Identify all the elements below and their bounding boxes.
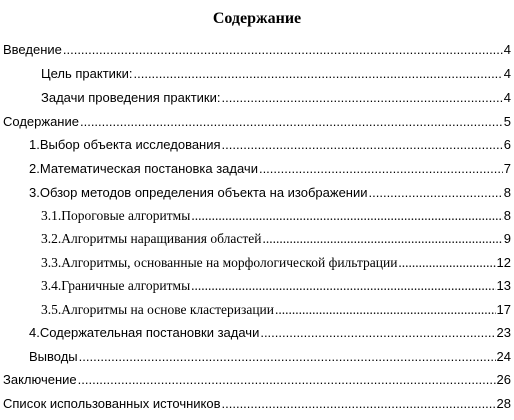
toc-entry-section-4[interactable] [29, 325, 511, 341]
toc-entry-label: Граничные алгоритмы [61, 278, 191, 293]
toc-entry-number: 3. [29, 185, 40, 200]
toc-entry-section-3-1[interactable] [41, 208, 511, 224]
dot-leader [222, 396, 496, 412]
toc-entry-page: 23 [496, 325, 511, 340]
toc-entry-number: 2. [29, 161, 40, 176]
toc-entry-page: 7 [503, 161, 511, 176]
toc-entry-practice-goal[interactable] [41, 66, 511, 82]
toc-entry-page: 26 [496, 372, 511, 387]
dot-leader [275, 302, 496, 318]
toc-entry-label: Содержание [3, 114, 79, 129]
toc-entry-label: Математическая постановка задачи [39, 161, 258, 176]
toc-entry-page: 8 [503, 185, 511, 200]
toc-entry-label: Заключение [3, 372, 77, 387]
toc-entry-label: Выводы [29, 349, 78, 364]
toc-entry-number: 3.2. [41, 231, 62, 246]
toc-entry-page: 24 [496, 349, 511, 364]
toc-entry-label: Выбор объекта исследования [39, 137, 221, 152]
toc-entry-page: 13 [496, 278, 511, 293]
toc-entry-number: 4. [29, 325, 40, 340]
toc-entry-page: 9 [503, 231, 511, 246]
toc-entry-section-3-4[interactable] [41, 278, 511, 294]
toc-entry-section-3[interactable] [29, 185, 511, 201]
dot-leader [398, 255, 495, 271]
toc-entry-page: 17 [496, 302, 511, 317]
toc-entry-summary[interactable] [3, 372, 511, 388]
toc-entry-number: 3.3. [41, 255, 62, 270]
toc-entry-page: 4 [503, 66, 511, 81]
toc-entry-page: 4 [503, 42, 511, 57]
toc-entry-section-3-2[interactable] [41, 231, 511, 247]
toc-entry-label: Список использованных источников [3, 396, 221, 411]
toc-entry-page: 6 [503, 137, 511, 152]
dot-leader [259, 161, 503, 177]
dot-leader [79, 349, 496, 365]
dot-leader [134, 66, 503, 82]
toc-entry-references[interactable] [3, 396, 511, 412]
toc-entry-practice-tasks[interactable] [41, 90, 511, 106]
toc-entry-label: Пороговые алгоритмы [61, 208, 191, 223]
dot-leader [78, 372, 496, 388]
toc-entry-label: Алгоритмы на основе кластеризации [61, 302, 275, 317]
toc-entry-section-2[interactable] [29, 161, 511, 177]
dot-leader [63, 42, 503, 58]
toc-entry-number: 1. [29, 137, 40, 152]
toc-entry-label: Алгоритмы наращивания областей [61, 231, 262, 246]
toc-entry-label: Содержательная постановки задачи [39, 325, 260, 340]
toc-entry-page: 4 [503, 90, 511, 105]
toc-entry-number: 3.1. [41, 208, 62, 223]
toc-entry-label: Задачи проведения практики: [41, 90, 221, 105]
toc-entry-label: Введение [3, 42, 62, 57]
dot-leader [221, 90, 502, 106]
toc-entry-label: Цель практики: [41, 66, 133, 81]
dot-leader [369, 185, 503, 201]
dot-leader [191, 208, 502, 224]
dot-leader [260, 325, 495, 341]
toc-entry-conclusions[interactable] [29, 349, 511, 365]
toc-entry-label: Алгоритмы, основанные на морфологической фильтрации [61, 255, 398, 270]
dot-leader [80, 114, 503, 130]
dot-leader [222, 137, 503, 153]
toc-entry-number: 3.4. [41, 278, 62, 293]
toc-entry-label: Обзор методов определения объекта на изображении [39, 185, 368, 200]
toc-entry-section-3-5[interactable] [41, 302, 511, 318]
toc-entry-page: 28 [496, 396, 511, 411]
toc-entry-contents[interactable] [3, 114, 511, 130]
toc-entry-page: 8 [503, 208, 511, 223]
toc-title: Содержание [212, 10, 302, 27]
toc-entry-section-3-3[interactable] [41, 255, 511, 271]
toc-entry-number: 3.5. [41, 302, 62, 317]
toc-entry-introduction[interactable] [3, 42, 511, 58]
toc-entry-page: 12 [496, 255, 511, 270]
dot-leader [262, 231, 502, 247]
toc-entry-page: 5 [503, 114, 511, 129]
toc-entry-section-1[interactable] [29, 137, 511, 153]
dot-leader [191, 278, 495, 294]
